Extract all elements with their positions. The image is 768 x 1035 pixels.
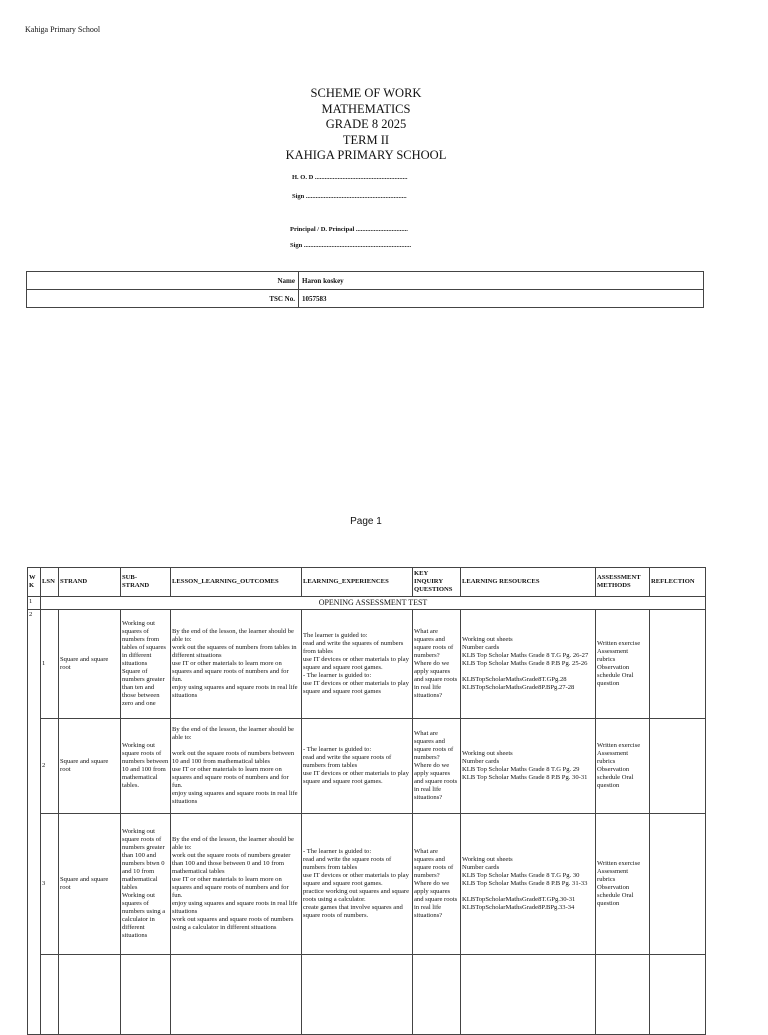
title-line-1: SCHEME OF WORK — [310, 86, 422, 100]
outcomes-cell: By the end of the lesson, the learner should be able to: work out the square roots of numbers between 10 and 100 from mathematical tables use IT or other materials to learn more on squares and square roots of numbers and for fun. enjoy using squares and square roots in real life situations — [171, 719, 302, 814]
principal-sign-line: Sign .................................................................. — [290, 242, 412, 249]
outcomes-cell: By the end of the lesson, the learner should be able to: work out the square roots of numbers greater than 100 and those between 0 and 10 from mathematical tables use IT or other materials to learn more on squares and square roots of numbers and for fun. enjoy using squares and square roots in real life situations work out squares and square roots of numbers using a calculator in different situations — [171, 814, 302, 955]
experiences-cell: - The learner is guided to: read and write the square roots of numbers from tables use IT devices or other materials to play square and square root games. — [302, 719, 413, 814]
outcomes-cell: By the end of the lesson, the learner should be able to: work out the squares of numbers from tables in different situations use IT or other materials to learn more on squares and square roots of numbers and for fun. enjoy using squares and square roots in real life situations — [171, 610, 302, 719]
resources-cell: Working out sheets Number cards KLB Top Scholar Maths Grade 8 T.G Pg. 30 KLB Top Scholar Maths Grade 8 P.B Pg. 31-33 KLBTopScholarMathsGrade8T.GPg.30-31 KLBTopScholarMathsGrade8P.BPg.33-34 — [461, 814, 596, 955]
lsn-cell: 1 — [41, 610, 59, 719]
col-header-reflection: REFLECTION — [650, 568, 706, 597]
empty-cell — [121, 955, 171, 1035]
empty-cell — [650, 955, 706, 1035]
title-line-3: GRADE 8 2025 — [325, 117, 407, 131]
col-header-experiences: LEARNING_EXPERIENCES — [302, 568, 413, 597]
sub-strand-cell: Working out square roots of numbers between 10 and 100 from mathematical tables. — [121, 719, 171, 814]
opening-row — [28, 597, 706, 610]
resources-cell: Working out sheets Number cards KLB Top Scholar Maths Grade 8 T.G Pg. 26-27 KLB Top Scholar Maths Grade 8 P.B Pg. 25-26 KLBTopScholarMathsGrade8T.GPg.28 KLBTopScholarMathsGrade8P.BPg.27-28 — [461, 610, 596, 719]
inquiry-cell: What are squares and square roots of numbers? Where do we apply squares and square roots in real life situations? — [413, 814, 461, 955]
empty-cell — [41, 955, 59, 1035]
col-header-sub-strand: SUB- STRAND — [121, 568, 171, 597]
reflection-cell — [650, 719, 706, 814]
tsc-row — [27, 290, 704, 308]
header-row — [28, 568, 706, 597]
title-line-5: KAHIGA PRIMARY SCHOOL — [285, 148, 447, 162]
resources-cell: Working out sheets Number cards KLB Top Scholar Maths Grade 8 T.G Pg. 29 KLB Top Scholar Maths Grade 8 P.B Pg. 30-31 — [461, 719, 596, 814]
strand-cell: Square and square root — [59, 719, 121, 814]
col-header-lsn: LSN — [41, 568, 59, 597]
empty-cell — [302, 955, 413, 1035]
col-header-outcomes: LESSON_LEARNING_OUTCOMES — [171, 568, 302, 597]
name-label: Name — [27, 272, 299, 290]
hod-signature-line: H. O. D ......................................................... — [292, 174, 408, 181]
experiences-cell: The learner is guided to: read and write the squares of numbers from tables use IT devices or other materials to play square and square root games. - The learner is guided to: use IT devices or other materials to play square and square root games — [302, 610, 413, 719]
col-header-wk: WK — [28, 568, 41, 597]
title-line-4: TERM II — [342, 132, 390, 147]
experiences-cell: - The learner is guided to: read and write the square roots of numbers from tables use IT devices or other materials to play square and square root games. practice working out squares and square roots using a calculator. create games that involve squares and square roots of numbers. — [302, 814, 413, 955]
wk-cell: 1 — [28, 597, 41, 610]
strand-cell: Square and square root — [59, 610, 121, 719]
hod-sign-line: Sign .............................................................. — [292, 193, 407, 200]
col-header-resources: LEARNING RESOURCES — [461, 568, 596, 597]
lsn-cell: 2 — [41, 719, 59, 814]
name-value: Haron koskey — [299, 272, 704, 290]
title-line-2: MATHEMATICS — [321, 101, 411, 116]
tsc-label: TSC No. — [27, 290, 299, 308]
col-header-strand: STRAND — [59, 568, 121, 597]
name-row — [27, 272, 704, 290]
assessment-cell: Written exercise Assessment rubrics Observation schedule Oral question — [596, 814, 650, 955]
sub-strand-cell: Working out square roots of numbers greater than 100 and numbers btwn 0 and 10 from mathematical tables Working out squares of numbers using a calculator in different situations — [121, 814, 171, 955]
scheme-table — [27, 567, 706, 1035]
opening-assessment-cell: OPENING ASSESSMENT TEST — [41, 597, 706, 610]
lesson-row — [28, 814, 706, 955]
document-title — [0, 86, 732, 164]
reflection-cell — [650, 814, 706, 955]
inquiry-cell: What are squares and square roots of numbers? Where do we apply squares and square roots in real life situations? — [413, 610, 461, 719]
page-number: Page 1 — [350, 516, 382, 527]
tsc-value: 1057583 — [299, 290, 704, 308]
assessment-cell: Written exercise Assessment rubrics Observation schedule Oral question — [596, 719, 650, 814]
reflection-cell — [650, 610, 706, 719]
teacher-info-table — [26, 271, 704, 308]
empty-cell — [461, 955, 596, 1035]
running-header: Kahiga Primary School — [25, 25, 101, 34]
blank-row — [28, 955, 706, 1035]
strand-cell: Square and square root — [59, 814, 121, 955]
empty-cell — [171, 955, 302, 1035]
col-header-assessment: ASSESSMENT METHODS — [596, 568, 650, 597]
assessment-cell: Written exercise Assessment rubrics Observation schedule Oral question — [596, 610, 650, 719]
inquiry-cell: What are squares and square roots of numbers? Where do we apply squares and square roots in real life situations? — [413, 719, 461, 814]
sub-strand-cell: Working out squares of numbers from tables of squares in different situations Square of numbers greater than ten and those between zero and one — [121, 610, 171, 719]
lesson-row — [28, 719, 706, 814]
lesson-row — [28, 610, 706, 719]
empty-cell — [413, 955, 461, 1035]
col-header-inquiry: KEY INQUIRY QUESTIONS — [413, 568, 461, 597]
lsn-cell: 3 — [41, 814, 59, 955]
wk-cell: 2 — [28, 610, 41, 1035]
empty-cell — [59, 955, 121, 1035]
principal-signature-line: Principal / D. Principal ................................ — [290, 226, 408, 233]
empty-cell — [596, 955, 650, 1035]
